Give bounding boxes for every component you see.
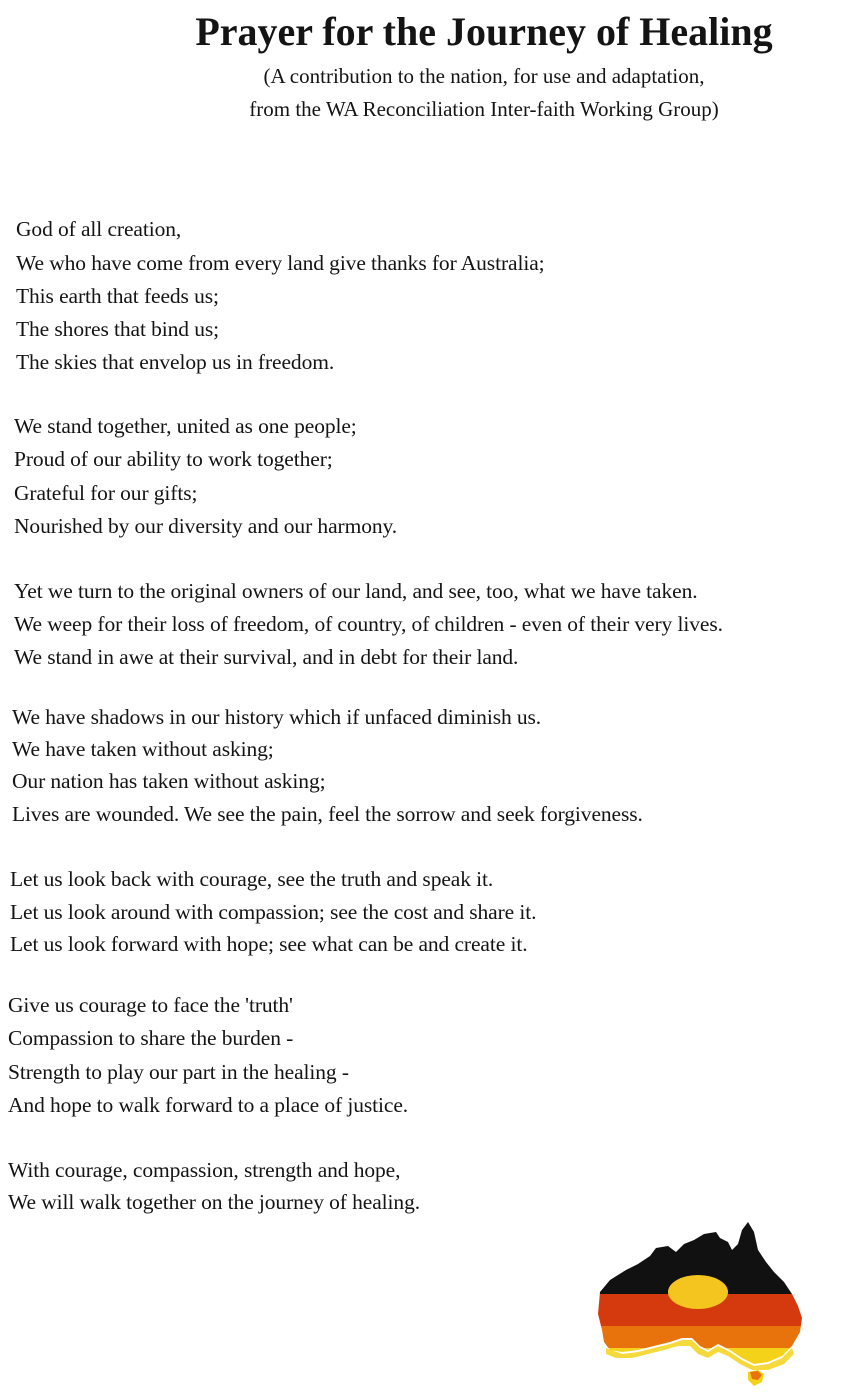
poem-line: God of all creation, [16,217,182,241]
poem-line: The shores that bind us; [16,317,220,341]
poem-line: We will walk together on the journey of healing. [8,1190,421,1214]
poem-line: We have shadows in our history which if unfaced diminish us. [12,705,542,729]
poem-line: We who have come from every land give thanks for Australia; [16,251,545,275]
poem-line: We have taken without asking; [12,737,274,761]
poem-line: We weep for their loss of freedom, of country, of children - even of their very lives. [14,612,723,636]
poem-line: Let us look back with courage, see the truth and speak it. [10,867,494,891]
poem-line: Yet we turn to the original owners of our land, and see, too, what we have taken. [14,579,698,603]
poem-line: The skies that envelop us in freedom. [16,350,335,374]
poem-line: And hope to walk forward to a place of justice. [8,1093,409,1117]
poem-line: Strength to play our part in the healing - [8,1060,349,1084]
australia-aboriginal-flag-map-icon [592,1222,812,1387]
poem-line: Our nation has taken without asking; [12,769,326,793]
flag-sun [668,1275,728,1309]
poem-line: With courage, compassion, strength and hope, [8,1158,401,1182]
document-title: Prayer for the Journey of Healing [195,9,773,54]
poem-line: We stand in awe at their survival, and in debt for their land. [14,645,519,669]
poem-line: Let us look around with compassion; see the cost and share it. [10,900,537,924]
poem-line: Compassion to share the burden - [8,1026,294,1050]
poem-line: Lives are wounded. We see the pain, feel the sorrow and seek forgiveness. [12,802,643,826]
document-subtitle-line-1: (A contribution to the nation, for use and adaptation, [263,64,705,88]
poem-line: Grateful for our gifts; [14,481,198,505]
poem-line: Proud of our ability to work together; [14,447,333,471]
poem-line: Give us courage to face the 'truth' [8,993,293,1017]
document-subtitle-line-2: from the WA Reconciliation Inter-faith Working Group) [249,97,719,121]
flag-orange-band [592,1326,812,1348]
poem-line: Let us look forward with hope; see what can be and create it. [10,932,528,956]
poem-line: Nourished by our diversity and our harmony. [14,514,398,538]
poem-line: This earth that feeds us; [16,284,219,308]
poem-line: We stand together, united as one people; [14,414,357,438]
